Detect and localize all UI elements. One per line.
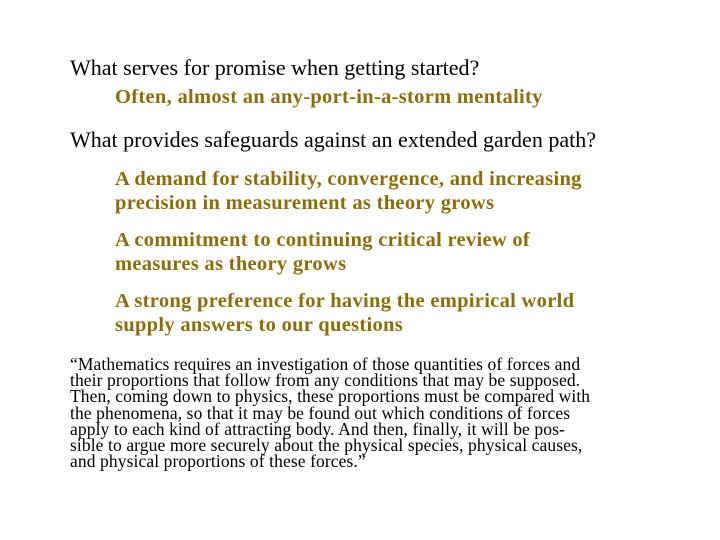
- answer-line: Often, almost an any-port-in-a-storm mentality: [115, 86, 543, 108]
- answer-empirical-world: [115, 289, 574, 337]
- quote-line: apply to each kind of attracting body. And then, finally, it will be pos-: [70, 418, 565, 439]
- quote-line: the phenomena, so that it may be found out which conditions of forces: [70, 402, 571, 423]
- answer-line: measures as theory grows: [115, 253, 347, 275]
- quote-line: “Mathematics requires an investigation of those quantities of forces and: [70, 354, 581, 374]
- quote-line: sible to argue more securely about the physical species, physical causes,: [70, 435, 583, 456]
- quote-line: Then, coming down to physics, these proportions must be compared with: [70, 386, 591, 407]
- answer-stability: [115, 167, 582, 215]
- newton-quote: [70, 354, 670, 472]
- question-garden-path: What provides safeguards against an extended garden path?: [70, 127, 596, 152]
- answer-line: supply answers to our questions: [115, 314, 404, 336]
- quote-line: their proportions that follow from any conditions that may be supposed.: [70, 370, 581, 391]
- answer-line: precision in measurement as theory grows: [115, 192, 495, 214]
- answer-critical-review: [115, 228, 530, 276]
- answer-line: A strong preference for having the empirical world: [115, 290, 575, 312]
- answer-port-in-storm: [115, 85, 543, 109]
- answer-line: A commitment to continuing critical review of: [115, 229, 531, 251]
- answer-line: A demand for stability, convergence, and increasing: [115, 168, 582, 190]
- question-getting-started: What serves for promise when getting started?: [70, 55, 480, 80]
- quote-line: and physical proportions of these forces.”: [70, 451, 366, 472]
